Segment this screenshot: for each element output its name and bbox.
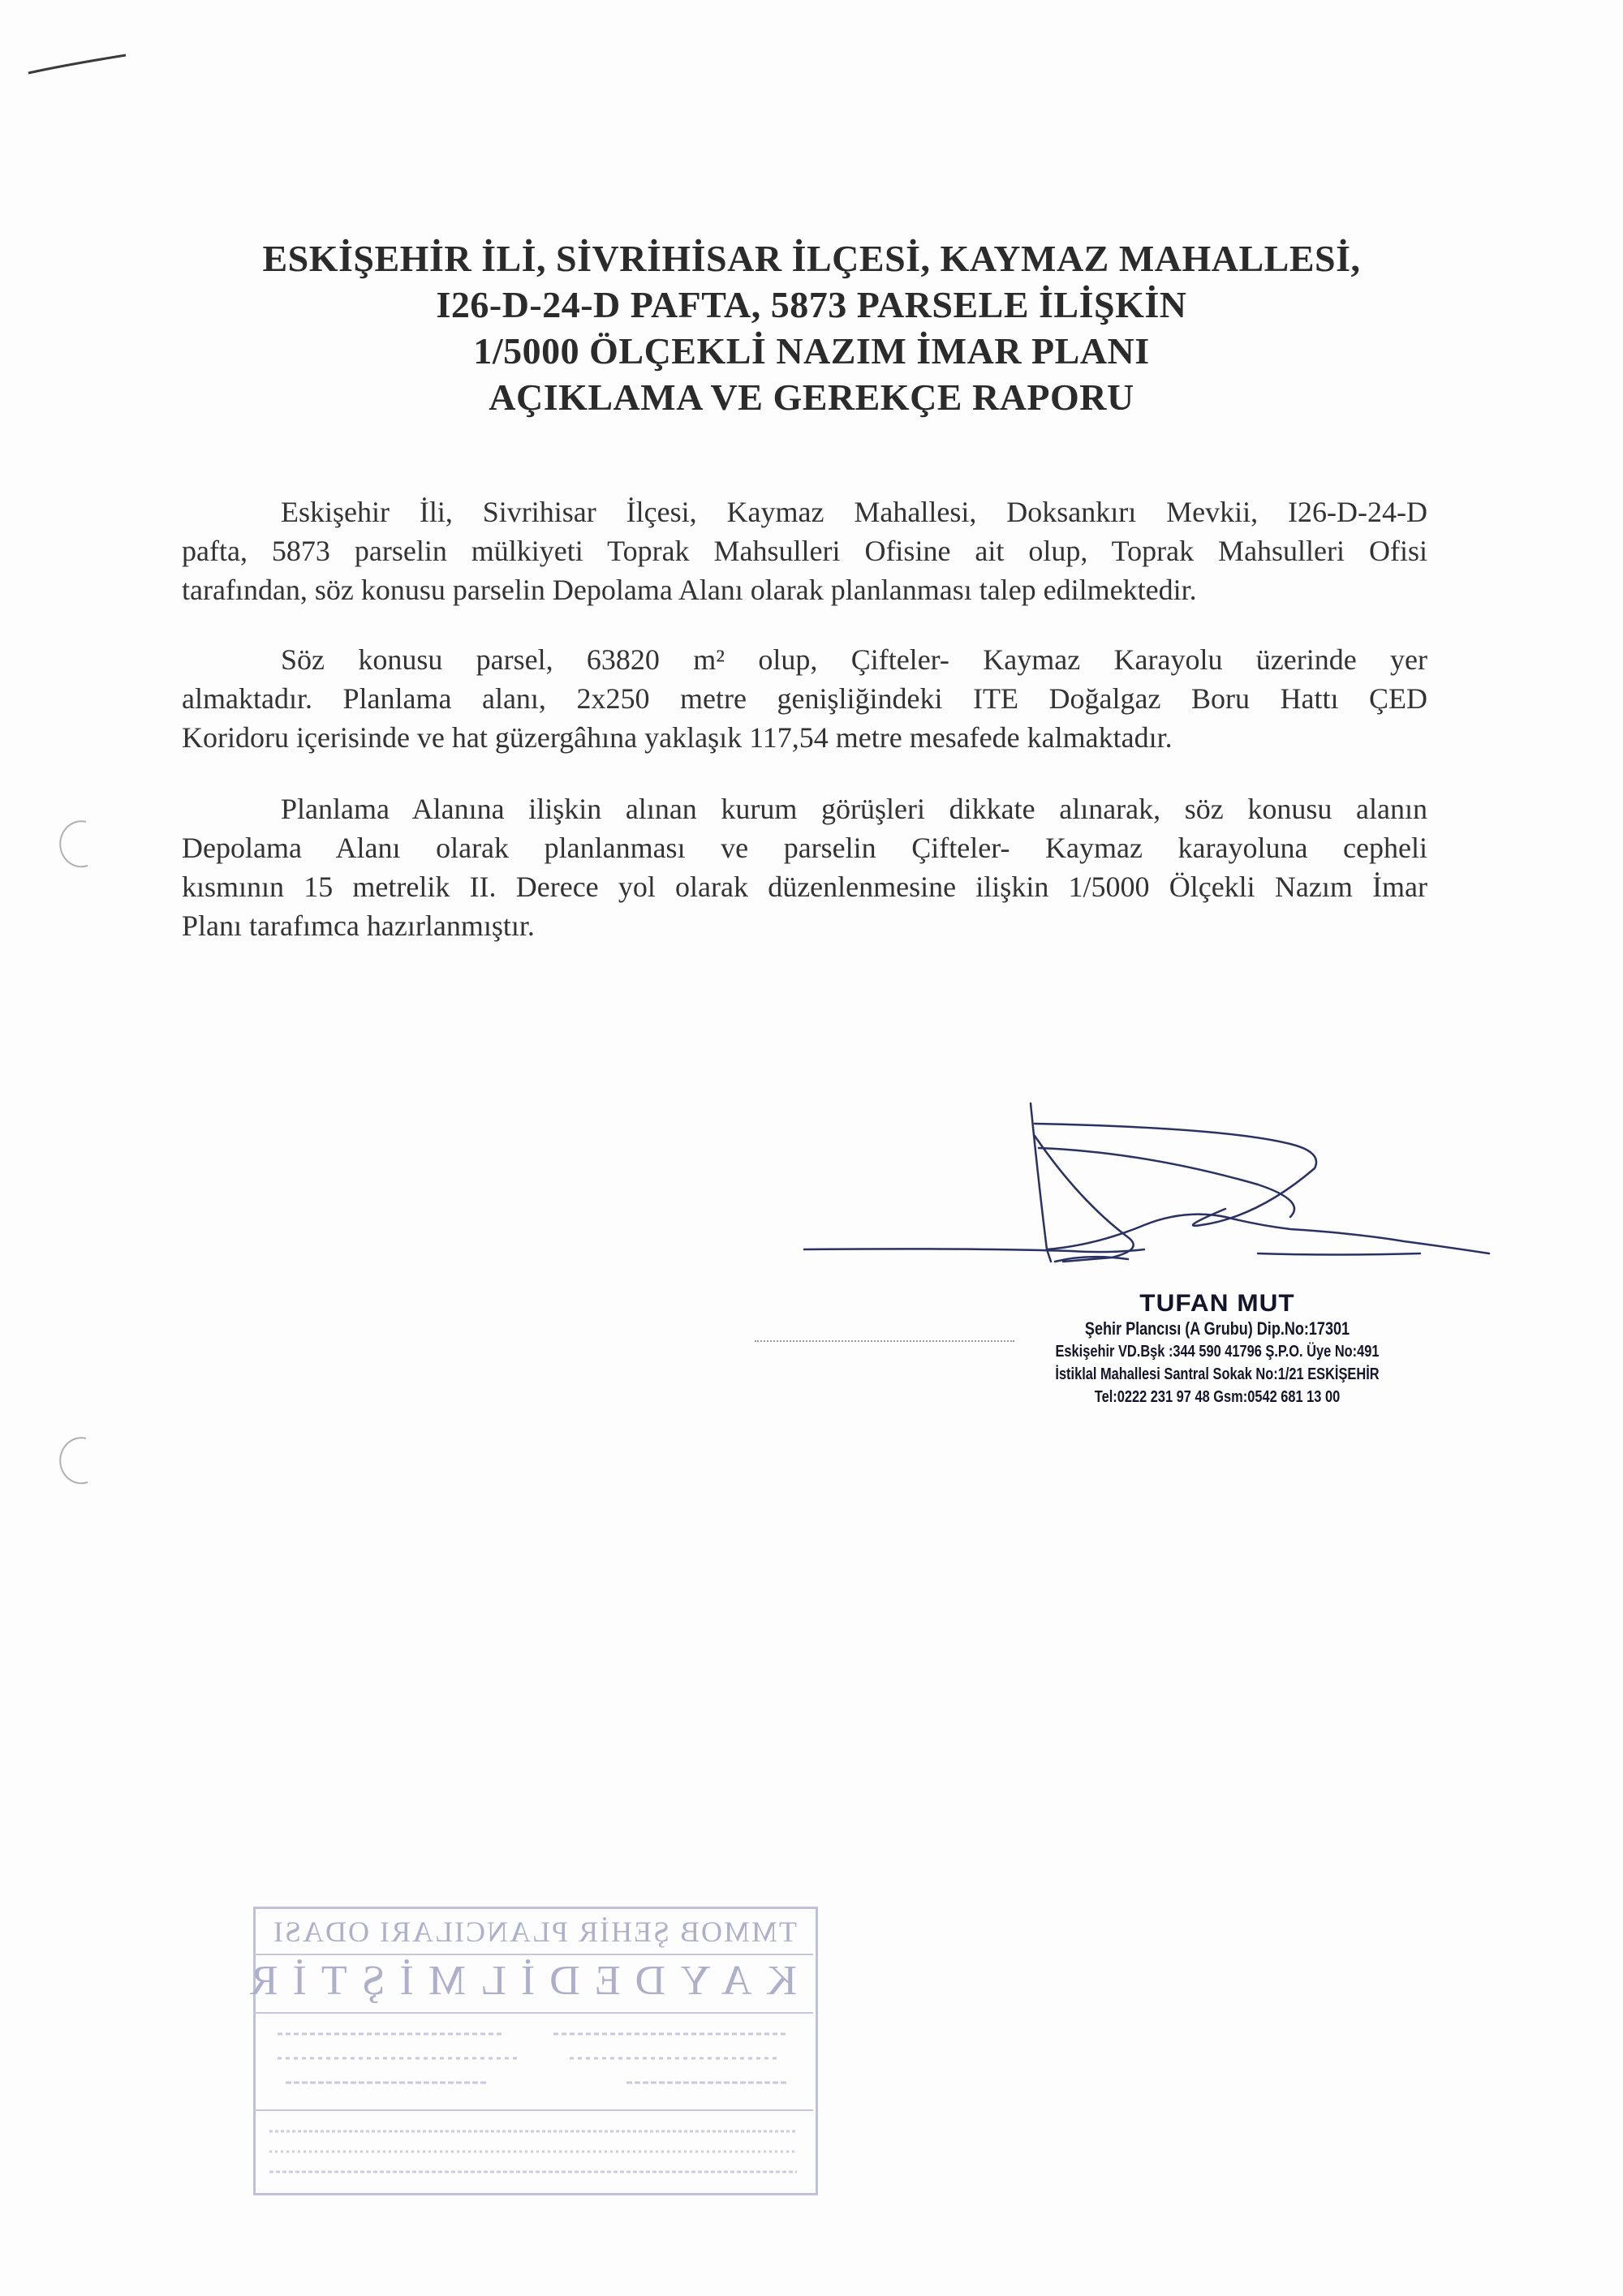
stamp-address-line: İstiklal Mahallesi Santral Sokak No:1/21 ESKİŞEHİR (1055, 1365, 1380, 1383)
title-line-2: I26-D-24-D PAFTA, 5873 PARSELE İLİŞKİN (436, 284, 1187, 325)
paragraph-parcel-details (182, 640, 1427, 757)
handwritten-signature (803, 1087, 1501, 1298)
paragraph-line: kısmının 15 metrelik II. Derece yol olarak düzenlenmesine ilişkin 1/5000 Ölçekli Nazım İmar (182, 871, 1427, 903)
paragraph-line: tarafından, söz konusu parselin Depolama Alanı olarak planlanması talep edilmektedir. (182, 574, 1197, 606)
paragraph-line: Koridoru içerisinde ve hat güzergâhına yaklaşık 117,54 metre mesafede kalmaktadır. (182, 721, 1173, 754)
stamp-tax-line: Eskişehir VD.Bşk :344 590 41796 Ş.P.O. Üye No:491 (1055, 1343, 1380, 1361)
title-line-3: 1/5000 ÖLÇEKLİ NAZIM İMAR PLANI (473, 330, 1150, 372)
punch-hole-top (55, 815, 101, 872)
registration-stamp-line-1: TMMOB ŞEHİR PLANCILARI ODASI (271, 1915, 797, 1948)
registration-stamp (235, 1907, 821, 2199)
title-line-4: AÇIKLAMA VE GEREKÇE RAPORU (489, 376, 1134, 418)
stamp-phone-line: Tel:0222 231 97 48 Gsm:0542 681 13 00 (1094, 1388, 1341, 1406)
paragraph-line: Planı tarafımca hazırlanmıştır. (182, 909, 535, 942)
paragraph-planning-decision (182, 789, 1427, 945)
registration-stamp-faded-text (261, 2146, 805, 2157)
pencil-mark (24, 41, 130, 89)
registration-stamp-faded-text (261, 2126, 805, 2137)
stamp-planner-name: TUFAN MUT (1139, 1290, 1295, 1317)
registration-stamp-faded-text (261, 2166, 805, 2178)
title-line-1: ESKİŞEHİR İLİ, SİVRİHİSAR İLÇESİ, KAYMAZ MAHALLESİ, (262, 238, 1361, 279)
paragraph-line: almaktadır. Planlama alanı, 2x250 metre genişliğindeki ITE Doğalgaz Boru Hattı ÇED (182, 682, 1427, 715)
registration-stamp-rule (253, 2012, 813, 2014)
paragraph-line: Depolama Alanı olarak planlanması ve parselin Çifteler- Kaymaz karayoluna cepheli (182, 832, 1427, 864)
paragraph-line: Eskişehir İli, Sivrihisar İlçesi, Kaymaz Mahallesi, Doksankırı Mevkii, I26-D-24-D (281, 496, 1427, 528)
registration-stamp-line-2: KAYDEDİLMİŞTİR (235, 1958, 797, 2004)
registration-stamp-faded-text (261, 2053, 805, 2064)
report-title (162, 235, 1461, 420)
registration-stamp-faded-text (261, 2077, 805, 2088)
registration-stamp-rule (253, 1954, 813, 1955)
registration-stamp-rule (253, 2109, 813, 2111)
paragraph-ownership (182, 492, 1427, 609)
paragraph-line: pafta, 5873 parselin mülkiyeti Toprak Mahsulleri Ofisine ait olup, Toprak Mahsulleri Ofisi (182, 535, 1427, 567)
punch-hole-bottom (55, 1432, 101, 1489)
stamp-title-line: Şehir Plancısı (A Grubu) Dip.No:17301 (1084, 1318, 1350, 1339)
registration-stamp-faded-text (261, 2028, 805, 2040)
planner-stamp (1006, 1290, 1428, 1408)
paragraph-line: Söz konusu parsel, 63820 m² olup, Çifteler- Kaymaz Karayolu üzerinde yer (281, 643, 1427, 676)
paragraph-line: Planlama Alanına ilişkin alınan kurum görüşleri dikkate alınarak, söz konusu alanın (281, 793, 1427, 825)
signature-dotted-line (755, 1340, 1014, 1342)
